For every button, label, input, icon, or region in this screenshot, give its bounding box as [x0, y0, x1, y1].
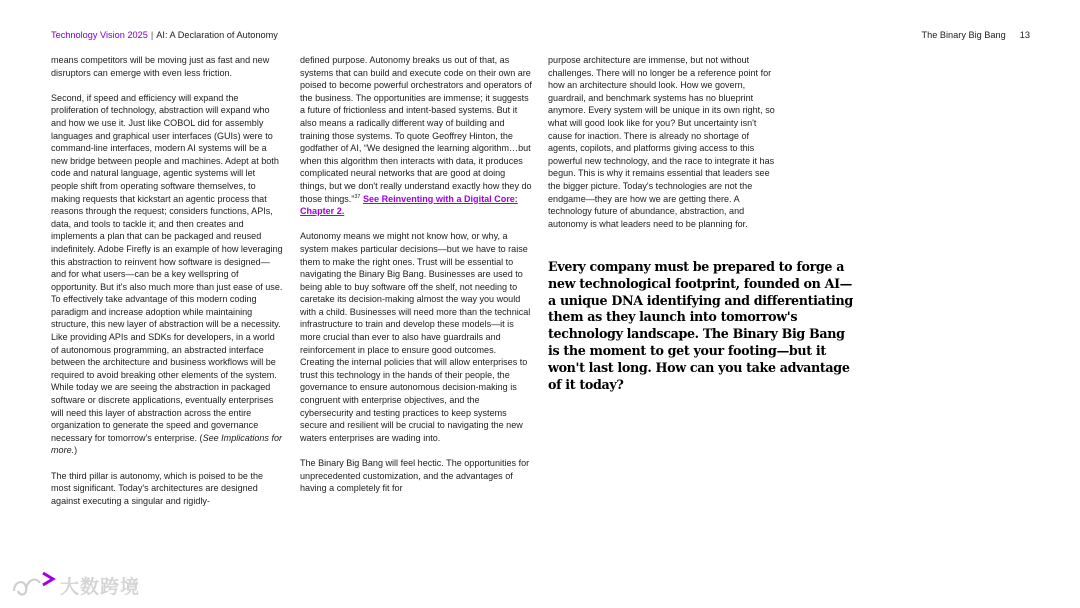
- pull-quote: Every company must be prepared to forge a new technological footprint, founded on AI—a unique DNA identifying and differentiating them as they launch into tomorrow's technology landscape. The Binary Big Bang is the moment to get your footing—but it won't last long. How can you take advantage of it today?: [548, 259, 853, 392]
- paragraph: means competitors will be moving just as fast and new disruptors can emerge with even less friction.: [51, 55, 270, 78]
- watermark-text: 大数跨境: [60, 575, 141, 598]
- paragraph-text: defined purpose. Autonomy breaks us out of that, as systems that can build and execute code on their own are poised to become powerful orchestrators and operators of the business. The opportunities are immense; it suggests a future of frictionless and intent-based systems. But it also means a radically different way of building and training those systems. To quote Geoffrey Hinton, the godfather of AI, “We designed the learning algorithm…but when this algorithm then interacts with data, it produces complicated neural networks that are good at doing things, but we don't really understand exactly how they do those things.”: [300, 55, 532, 204]
- paragraph: The Binary Big Bang will feel hectic. The opportunities for unprecedented customization, and the advantages of having a completely fit for: [300, 458, 530, 494]
- header-separator: |: [150, 30, 154, 40]
- text-column-1: [51, 54, 283, 507]
- section-title: The Binary Big Bang: [921, 30, 1006, 40]
- text-column-3: [548, 54, 780, 230]
- implications-note: See Implications for more.: [51, 432, 283, 456]
- reinventing-digital-core-link[interactable]: See Reinventing with a Digital Core: Chapter 2.: [300, 193, 518, 217]
- paragraph: Autonomy means we might not know how, or why, a system makes particular decisions—but we have to raise them to make the right ones. Trust will be essential to navigating the Binary Big Bang. Businesses are used to being able to buy software off the shelf, not needing to caretake its decision-making almost the way you would with a child. Businesses will need more than the technical infrastructure to train and develop these models—it is more crucial than ever to also have guardrails and reinforcement in place to ensure good outcomes. Creating the internal policies that will allow enterprises to trust this technology in the hands of their people, the governance to ensure autonomous decision-making is congruent with enterprise objectives, and the cybersecurity and testing practices to keep systems secure and resilient will be crucial to navigating the new waters enterprises are wading into.: [300, 231, 531, 443]
- paragraph: [51, 92, 283, 457]
- watermark-logo-icon: [10, 569, 56, 601]
- header-left: [51, 29, 278, 41]
- footnote-ref[interactable]: 37: [354, 193, 361, 200]
- watermark: [10, 568, 140, 602]
- paragraph: [300, 54, 532, 218]
- report-title: AI: A Declaration of Autonomy: [156, 30, 278, 40]
- paragraph-text: Second, if speed and efficiency will expand the proliferation of technology, abstraction will expand who and how we use it. Just like COBOL did for assembly languages and graphical user interfaces (GUIs) were to command-line interfaces, modern AI systems will be a new bridge between people and machines. Adept at both code and natural language, agentic systems will let people shift from operating software themselves, to making requests that kickstart an agentic process that reasons through the request; considers functions, APIs, data, and tools to tackle it; and then creates and implements a plan that can be packaged and reused indefinitely. Adobe Firefly is an example of how leveraging this abstraction to reinvent how software is designed—and for what users—can be a key wellspring of opportunity. But it's also much more than just ease of use. To effectively take advantage of this modern coding paradigm and increase adoption while maintaining structure, this new layer of abstraction will be a necessity. Like providing APIs and SDKs for developers, in a world of autonomous programming, an abstracted interface between the architecture and business workflows will be required to avoid breaking other elements of the system. While today we are seeing the abstraction in packaged software or discrete applications, eventually enterprises will need this layer of abstraction across the entire organization to generate the speed and governance necessary for tomorrow's enterprise. (: [51, 92, 283, 443]
- page-number: 13: [1019, 30, 1030, 40]
- paragraph-end: ): [74, 445, 78, 456]
- paragraph: The third pillar is autonomy, which is poised to be the most significant. Today's architectures are designed against executing a singular and rigidly-: [51, 470, 264, 506]
- text-column-2: [300, 54, 532, 495]
- paragraph: purpose architecture are immense, but not without challenges. There will no longer be a reference point for how an architecture should look. How we govern, guardrail, and benchmark systems has no blueprint anymore. Every system will be unique in its own right, so what will good look like for you? But uncertainty isn't cause for inaction. There is already no shortage of agents, copilots, and platforms giving access to this powerful new technology, and the race to integrate it has begun. This is why it remains essential that leaders see the bigger picture. Today's technologies are not the endgame—they are how we are getting there. A technology future of abundance, abstraction, and autonomy is what leaders need to be planning for.: [548, 55, 775, 229]
- header-right: [921, 29, 1030, 41]
- report-brand: Technology Vision 2025: [51, 30, 148, 40]
